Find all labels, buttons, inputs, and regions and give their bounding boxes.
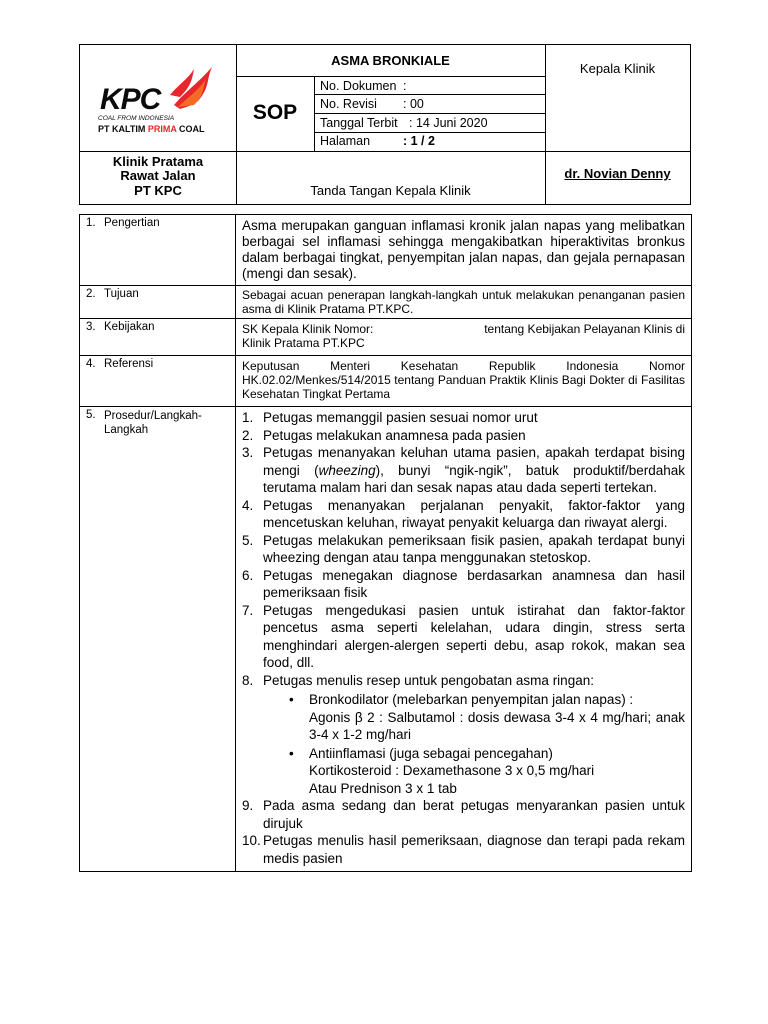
medication-item (263, 691, 685, 744)
step-item (242, 497, 685, 532)
step-number: 6. (242, 567, 254, 583)
step-number: 8. (242, 672, 254, 688)
section-heading (80, 407, 236, 872)
step-item (242, 832, 685, 867)
step-text: Petugas memanggil pasien sesuai nomor urut (263, 410, 538, 425)
medication-detail: Atau Prednison 3 x 1 tab (309, 780, 457, 796)
procedure-steps (236, 407, 692, 872)
doc-field-value: : 14 Juni 2020 (409, 116, 488, 130)
section-heading (80, 215, 236, 286)
logo-tagline: COAL FROM INDONESIA (98, 115, 175, 122)
step-number: 4. (242, 497, 254, 513)
doc-field-label: No. Dokumen (320, 79, 397, 93)
kpc-logo (94, 57, 224, 137)
section-text (236, 319, 692, 356)
section-text: Asma merupakan ganguan inflamasi kronik jalan napas yang melibatkan berbagai sel inflamasi sehingga mengakibatkan hiperaktivitas bronkus dalam berbagai tingkat, penyempitan jalan napas, dan gejala pernapasan (mengi dan sesak). (236, 215, 692, 286)
medication-list (263, 691, 685, 797)
sop-header (79, 44, 691, 205)
section-number: 2. (86, 288, 96, 300)
bullet-icon: • (289, 692, 294, 707)
logo-company-part2: COAL (176, 124, 205, 134)
doc-field-value: : (403, 79, 407, 93)
step-text: Petugas menulis resep untuk pengobatan asma ringan: (263, 672, 594, 688)
step-text: Petugas melakukan pemeriksaan fisik pasien, apakah terdapat bunyi wheezing dengan atau tanpa menggunakan stetoskop. (263, 532, 685, 565)
step-number: 10. (242, 833, 261, 848)
step-number: 2. (242, 427, 254, 443)
section-heading (80, 319, 236, 356)
step-number: 7. (242, 602, 254, 618)
medication-detail: Agonis β 2 : Salbutamol : dosis dewasa 3-4 x 4 mg/hari; anak 3-4 x 1-2 mg/hari (309, 709, 685, 742)
logo-brand: KPC (100, 83, 161, 116)
step-text: Petugas menanyakan keluhan utama pasien, apakah terdapat bising mengi ( (263, 445, 685, 478)
step-text-emphasis: wheezing (318, 462, 376, 478)
step-text: Petugas menanyakan perjalanan penyakit, faktor-faktor yang mencetuskan keluhan, riwayat penyakit keluarga dan riwayat alergi. (263, 497, 685, 530)
doc-field-value: : 1 / 2 (403, 134, 435, 148)
logo-company-highlight: PRIMA (147, 124, 177, 134)
step-item (242, 532, 685, 567)
step-item (242, 427, 685, 445)
step-number: 9. (242, 798, 254, 813)
step-number: 3. (242, 445, 254, 460)
section-row (80, 215, 692, 286)
steps-list (242, 409, 685, 867)
medication-title: Antiinflamasi (juga sebagai pencegahan) (309, 745, 553, 761)
step-item (242, 672, 685, 798)
step-text: Pada asma sedang dan berat petugas menyarankan pasien untuk dirujuk (263, 798, 685, 831)
signer-name: dr. Novian Denny (564, 166, 671, 181)
policy-text-right: tentang Kebijakan Pelayanan Klinis di (484, 322, 685, 336)
section-row (80, 356, 692, 407)
step-text: Petugas menegakan diagnose berdasarkan anamnesa dan hasil pemeriksaan fisik (263, 567, 685, 600)
section-number: 5. (86, 409, 96, 421)
clinic-name-line: Klinik Pratama (112, 154, 204, 169)
step-text: Petugas mengedukasi pasien untuk istirahat dan faktor-faktor pencetus asma seperti kelelahan, udara dingin, stress serta menghindari alergen-alergen seperti debu, asap rokok, makan sea food, dll. (263, 602, 685, 670)
step-text: Petugas menulis hasil pemeriksaan, diagnose dan terapi pada rekam medis pasien (263, 833, 685, 866)
section-label: Pengertian (104, 217, 160, 229)
step-number: 5. (242, 532, 254, 548)
clinic-name-line: PT KPC (134, 183, 182, 198)
doc-field-label: Tanggal Terbit (320, 116, 398, 130)
sop-content-table (79, 214, 692, 872)
step-item (242, 409, 685, 427)
section-text: Sebagai acuan penerapan langkah-langkah untuk melakukan penanganan pasien asma di Klinik Pratama PT.KPC. (236, 286, 692, 319)
signature-label: Tanda Tangan Kepala Klinik (310, 183, 471, 198)
section-label: Referensi (104, 358, 154, 370)
section-number: 1. (86, 217, 96, 229)
document-title: ASMA BRONKIALE (331, 53, 450, 68)
section-label: Prosedur/Langkah-Langkah (104, 410, 202, 436)
logo-company-part1: PT KALTIM (98, 124, 148, 134)
medication-title: Bronkodilator (melebarkan penyempitan jalan napas) : (309, 692, 634, 707)
section-text: Keputusan Menteri Kesehatan Republik Indonesia Nomor HK.02.02/Menkes/514/2015 tentang Panduan Praktik Klinis Bagi Dokter di Fasilitas Kesehatan Tingkat Pertama (236, 356, 692, 407)
medication-item (263, 745, 685, 798)
doc-field-label: No. Revisi (320, 97, 377, 111)
section-row (80, 286, 692, 319)
section-row (80, 407, 692, 872)
doc-field-value: : 00 (403, 97, 424, 111)
doc-field-label: Halaman (320, 134, 371, 148)
logo-company (98, 124, 205, 134)
section-number: 4. (86, 358, 96, 370)
role-label: Kepala Klinik (579, 61, 656, 76)
section-label: Tujuan (104, 288, 139, 300)
step-text: Petugas melakukan anamnesa pada pasien (263, 427, 526, 443)
step-item (242, 797, 685, 832)
medication-detail: Kortikosteroid : Dexamethasone 3 x 0,5 mg/hari (309, 763, 595, 778)
step-item (242, 444, 685, 497)
section-row (80, 319, 692, 356)
section-heading (80, 356, 236, 407)
section-number: 3. (86, 321, 96, 333)
step-number: 1. (242, 410, 254, 425)
section-heading (80, 286, 236, 319)
step-item (242, 567, 685, 602)
bullet-icon: • (289, 745, 294, 761)
step-item (242, 602, 685, 672)
section-label: Kebijakan (104, 321, 155, 333)
policy-text-left: SK Kepala Klinik Nomor: (242, 322, 374, 336)
policy-text-line2: Klinik Pratama PT.KPC (242, 336, 365, 350)
step-text: ), bunyi “ngik-ngik”, batuk produktif/berdahak terutama malam hari dan sesak napas atau dada seperti tertekan. (263, 462, 686, 495)
clinic-name-line: Rawat Jalan (120, 168, 196, 183)
sop-label: SOP (252, 101, 298, 124)
